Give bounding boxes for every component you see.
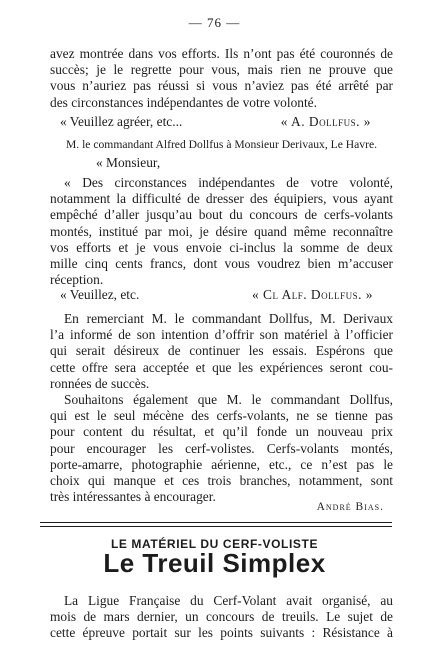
author-signature: André Bias. [316, 501, 384, 513]
text-line: ronnées de succès. [50, 375, 150, 391]
section-title: Le Treuil Simplex [103, 548, 326, 578]
letter-body [50, 175, 393, 288]
closing-formula: « Veuillez agréer, etc... [60, 114, 183, 129]
paragraph-continuation [50, 46, 393, 111]
text-line: La Ligue Française du Cerf-Volant avait organisé, au [64, 593, 393, 608]
text-line: l’a informé de son intention d’offrir son matériel à l’officier [50, 327, 393, 343]
text-line: montés, institué par moi, je désire quand même reconnaître [50, 223, 393, 239]
text-line: empêché d’aller jusqu’au bout du concours de cerfs-volants [50, 207, 393, 223]
paragraph [50, 311, 393, 392]
closing-formula: « Veuillez, etc. [60, 287, 140, 302]
salutation-text: « Monsieur, [96, 155, 161, 170]
text-line: « Des circonstances indépendantes de votre volonté, [64, 175, 393, 190]
salutation [50, 155, 393, 171]
text-line: vos efforts et je vous envoie ci-inclus la somme de deux [50, 239, 393, 255]
text-line: qui serait désireux de continuer les essais. Espérons que [50, 343, 393, 359]
text-line: très intéressantes à encourager. [50, 489, 216, 505]
text-line: réception. [50, 272, 104, 288]
text-line: pour content du résultat, et qu’il fonde un nouveau prix [50, 424, 393, 440]
text-line: cette offre sera acceptée et que les expériences seront cou- [50, 359, 393, 375]
text-line: En remerciant M. le commandant Dollfus, M. Derivaux [64, 311, 393, 326]
paragraph [50, 392, 393, 505]
page-number: — 76 — [188, 15, 241, 30]
text-line: qui est le seul mécène des cerfs-volants, ne se tienne pas [50, 408, 393, 424]
letter-heading: M. le commandant Alfred Dollfus à Monsieur Derivaux, Le Havre. [65, 138, 377, 151]
closing-signature: « A. Dollfus. » [280, 114, 371, 129]
paragraph [50, 593, 393, 642]
text-line: avez montrée dans vos efforts. Ils n’ont pas été couronnés de [50, 46, 393, 61]
text-line: mois de mars dernier, un concours de treuils. Le sujet de [50, 609, 393, 625]
text-line: Souhaitons également que M. le commandant Dollfus, [64, 392, 393, 407]
section-kicker: LE MATÉRIEL DU CERF-VOLISTE [110, 537, 319, 551]
text-line: mille cinq cents francs, dont vous voudrez bien m’accuser [50, 255, 393, 271]
closing-line-2 [50, 287, 393, 303]
closing-line-1 [50, 114, 393, 130]
text-line: vous n’auriez pas réussi si vous n’aviez pas été arrêté par [50, 78, 393, 94]
text-line: cette épreuve portait sur les points suivants : Résistance à [50, 625, 393, 641]
section-rule-top [40, 522, 392, 523]
text-line: pour encourager les cerf-volistes. Cerfs-volants montés, [50, 440, 393, 456]
section-rule-bottom [40, 526, 392, 527]
text-line: choix qui manque et ces trois branches, notamment, sont [50, 472, 393, 488]
text-line: porte-amarre, photographie aérienne, etc., ce n’est pas le [50, 456, 393, 472]
text-line: succès; je le regrette pour vous, mais rien ne prouve que [50, 62, 393, 78]
closing-signature: « Cl Alf. Dollfus. » [251, 287, 373, 302]
text-line: notamment la difficulté de dresser des équipiers, vous ayant [50, 191, 393, 207]
text-line: des circonstances indépendantes de votre volonté. [50, 94, 317, 110]
